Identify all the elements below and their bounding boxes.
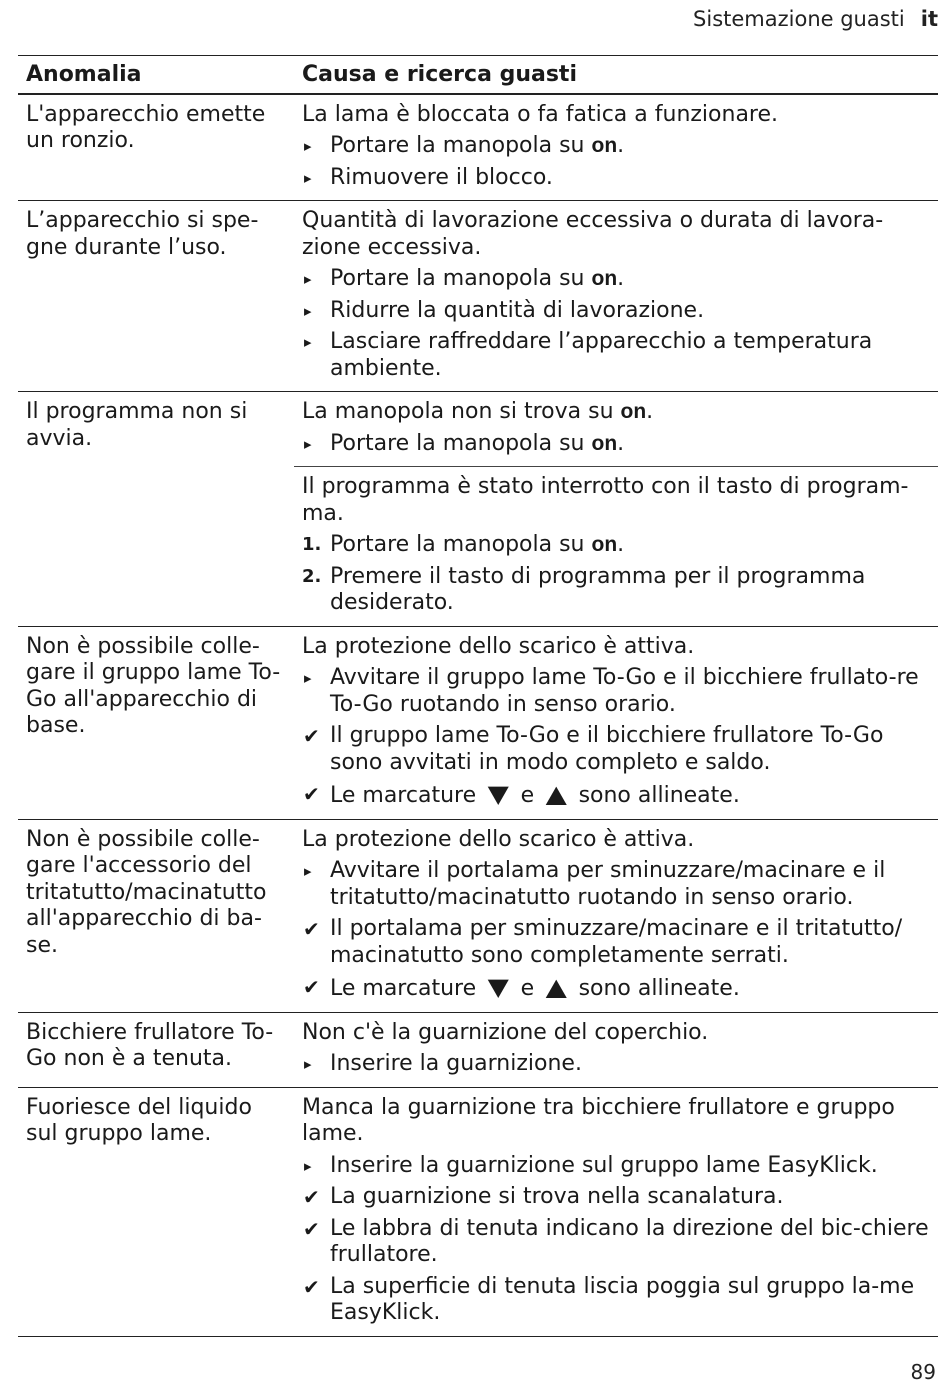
cause-text-main: La manopola non si trova su (302, 399, 621, 424)
cause-cell (294, 626, 938, 819)
cause-cell (294, 392, 938, 467)
anomaly-cell: L'apparecchio emette un ronzio. (18, 94, 294, 201)
item-text-tail: . (617, 532, 625, 557)
item-text: Le marcature (330, 976, 484, 1001)
item-text-tail: . (617, 133, 625, 158)
list-item (302, 298, 930, 325)
triangle-down-icon: ▼ (487, 973, 509, 1001)
step-number: 2. (302, 565, 322, 587)
triangle-down-icon: ▼ (487, 780, 509, 808)
table-row (18, 626, 938, 819)
list-item (302, 1184, 930, 1211)
list-item (302, 1051, 930, 1078)
list-item (302, 165, 930, 192)
check-mark-icon: ✔ (303, 724, 320, 748)
anomaly-cell: Bicchiere frullatore To-Go non è a tenuta. (18, 1012, 294, 1087)
table-body (18, 94, 938, 1337)
list-item (302, 1216, 930, 1269)
list-item (302, 858, 930, 911)
list-item (302, 781, 930, 810)
cause-cell (294, 819, 938, 1012)
item-text: Portare la manopola su (330, 430, 592, 456)
check-mark-icon: ✔ (303, 975, 320, 999)
cause-cell (294, 201, 938, 392)
item-text: Lasciare raffreddare l’apparecchio a temperatura ambiente. (330, 329, 873, 381)
triangle-up-icon: ▲ (545, 973, 567, 1001)
list-item (302, 723, 930, 776)
anomaly-cell: Non è possibile colle-gare l'accessorio del tritatutto/macinatutto all'apparecchio di ba-se. (18, 819, 294, 1012)
instruction-arrow-icon: ▸ (304, 669, 312, 687)
instruction-arrow-icon: ▸ (304, 301, 312, 320)
item-text: La guarnizione si trova nella scanalatura. (330, 1184, 784, 1209)
instruction-arrow-icon: ▸ (304, 862, 312, 880)
item-text: Le marcature (330, 783, 484, 808)
table-row (18, 94, 938, 201)
list-item (302, 329, 930, 382)
page-number: 89 (910, 1360, 936, 1384)
item-text: Portare la manopola su (330, 532, 592, 557)
cause-text (302, 399, 930, 426)
on-position-label: on (591, 533, 618, 556)
item-text: Inserire la guarnizione sul gruppo lame EasyKlick. (330, 1152, 878, 1178)
list-item (302, 1153, 930, 1180)
language-code: it (920, 7, 938, 31)
check-mark-icon: ✔ (303, 1216, 320, 1241)
cause-text-tail: . (646, 399, 654, 424)
table-row (18, 819, 938, 1012)
item-text: Portare la manopola su (330, 133, 592, 158)
troubleshooting-table (18, 55, 938, 1337)
cause-text: Non c'è la guarnizione del coperchio. (302, 1019, 709, 1045)
item-text: Le labbra di tenuta indicano la direzione del bic-chiere frullatore. (330, 1215, 929, 1267)
check-mark-icon: ✔ (303, 1274, 320, 1299)
list-item (302, 564, 930, 617)
cause-cell (294, 94, 938, 201)
instruction-arrow-icon: ▸ (304, 168, 312, 187)
instruction-arrow-icon: ▸ (304, 1055, 312, 1073)
instruction-arrow-icon: ▸ (304, 137, 312, 155)
table-row (18, 201, 938, 392)
list-item (302, 1274, 930, 1327)
list-item (302, 665, 930, 718)
anomaly-cell: L’apparecchio si spe-gne durante l’uso. (18, 201, 294, 392)
page-header (693, 6, 938, 32)
on-position-label: on (591, 134, 618, 157)
anomaly-cell: Il programma non si avvia. (18, 392, 294, 627)
list-item (302, 974, 930, 1003)
item-text-connector: e (513, 783, 542, 808)
instruction-arrow-icon: ▸ (304, 434, 312, 453)
item-text: Portare la manopola su (330, 266, 592, 291)
anomaly-cell: Non è possibile colle-gare il gruppo lame To-Go all'apparecchio di base. (18, 626, 294, 819)
cause-text: Quantità di lavorazione eccessiva o durata di lavora-zione eccessiva. (302, 208, 884, 260)
on-position-label: on (591, 267, 618, 290)
item-text: Ridurre la quantità di lavorazione. (330, 297, 705, 323)
item-text: Avvitare il gruppo lame To-Go e il bicchiere frullato-re To-Go ruotando in senso orario. (330, 665, 919, 717)
on-position-label: on (591, 431, 618, 455)
item-text-tail: . (617, 430, 625, 456)
list-item (302, 916, 930, 969)
column-header-anomaly: Anomalia (18, 56, 294, 94)
cause-cell (294, 1012, 938, 1087)
column-header-cause: Causa e ricerca guasti (294, 56, 938, 94)
cause-text: La protezione dello scarico è attiva. (302, 826, 695, 852)
table-row (18, 392, 938, 467)
list-item (302, 133, 930, 160)
item-text-tail: sono allineate. (571, 976, 740, 1001)
section-title: Sistemazione guasti (693, 7, 905, 31)
item-text: Premere il tasto di programma per il programma desiderato. (330, 563, 866, 615)
instruction-arrow-icon: ▸ (304, 1156, 312, 1175)
cause-text: La protezione dello scarico è attiva. (302, 633, 695, 659)
item-text-connector: e (513, 976, 542, 1001)
list-item (302, 532, 930, 559)
cause-text: La lama è bloccata o fa fatica a funzionare. (302, 101, 779, 127)
cause-text: Manca la guarnizione tra bicchiere frullatore e gruppo lame. (302, 1094, 895, 1146)
instruction-arrow-icon: ▸ (304, 333, 312, 351)
item-text: Il portalama per sminuzzare/macinare e il tritatutto/ macinatutto sono completamente serrati. (330, 916, 903, 968)
item-text: Avvitare il portalama per sminuzzare/macinare e il tritatutto/macinatutto ruotando in senso orario. (330, 858, 886, 910)
on-position-label: on (620, 400, 647, 423)
item-text: Inserire la guarnizione. (330, 1051, 582, 1076)
cause-cell (294, 1087, 938, 1336)
table-row (18, 1087, 938, 1336)
cause-text: Il programma è stato interrotto con il tasto di program-ma. (302, 474, 909, 526)
check-mark-icon: ✔ (303, 917, 320, 941)
table-row (18, 1012, 938, 1087)
table-header-row (18, 56, 938, 94)
step-number: 1. (302, 534, 322, 555)
anomaly-cell: Fuoriesce del liquido sul gruppo lame. (18, 1087, 294, 1336)
triangle-up-icon: ▲ (545, 780, 567, 808)
check-mark-icon: ✔ (303, 782, 320, 806)
item-text-tail: . (617, 266, 625, 291)
check-mark-icon: ✔ (303, 1185, 320, 1209)
cause-cell (294, 467, 938, 627)
item-text-tail: sono allineate. (571, 783, 740, 808)
item-text: Rimuovere il blocco. (330, 164, 553, 190)
list-item (302, 266, 930, 293)
instruction-arrow-icon: ▸ (304, 270, 312, 288)
item-text: La superficie di tenuta liscia poggia sul gruppo la-me EasyKlick. (330, 1273, 915, 1325)
item-text: Il gruppo lame To-Go e il bicchiere frullatore To-Go sono avvitati in modo completo e saldo. (330, 723, 884, 775)
list-item (302, 431, 930, 458)
